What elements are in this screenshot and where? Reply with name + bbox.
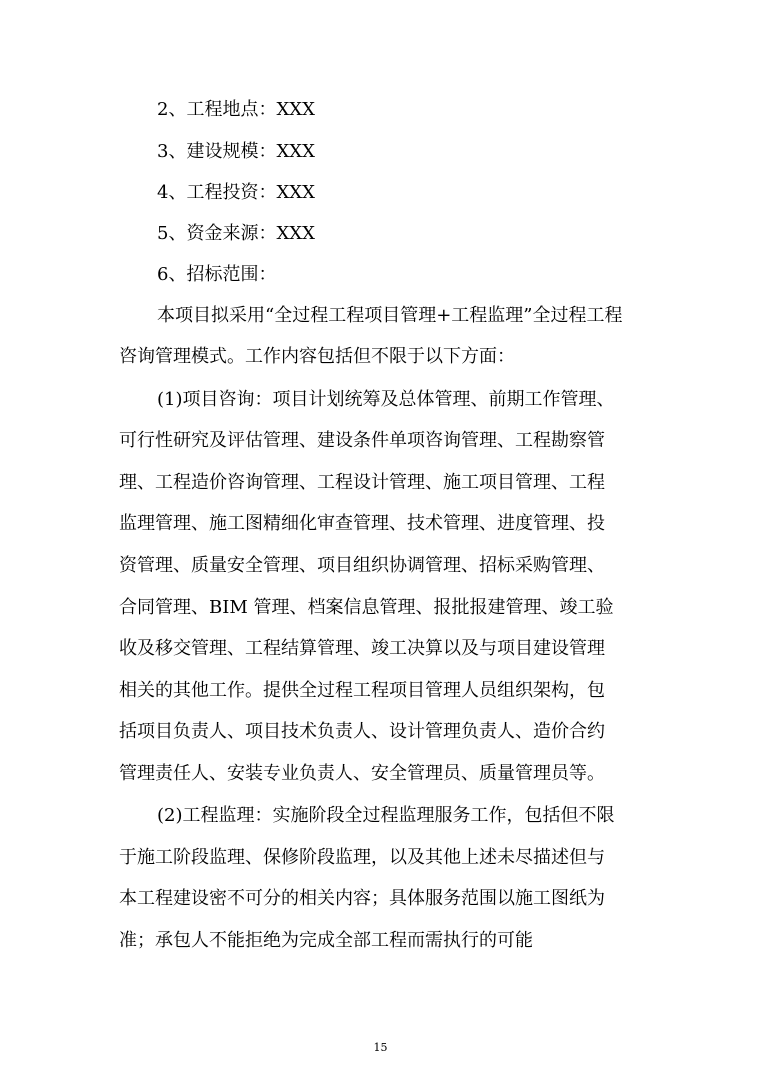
supervision-line: (2)工程监理：实施阶段全过程监理服务工作，包括但不限: [157, 805, 615, 826]
supervision-line: 于施工阶段监理、保修阶段监理，以及其他上述未尽描述但与: [119, 847, 605, 868]
consulting-line: 合同管理、BIM 管理、档案信息管理、报批报建管理、竣工验: [119, 597, 614, 618]
consulting-line: 资管理、质量安全管理、项目组织协调管理、招标采购管理、: [119, 555, 605, 576]
consulting-line: 理、工程造价咨询管理、工程设计管理、施工项目管理、工程: [119, 472, 605, 493]
consulting-line: 括项目负责人、项目技术负责人、设计管理负责人、造价合约: [119, 721, 605, 742]
item-location: 2、工程地点：XXX: [157, 99, 315, 120]
intro-line: 咨询管理模式。工作内容包括但不限于以下方面：: [119, 346, 515, 367]
intro-line: 本项目拟采用“全过程工程项目管理+工程监理”全过程工程: [157, 305, 623, 326]
item-scope: 6、招标范围：: [157, 264, 277, 285]
consulting-line: (1)项目咨询：项目计划统筹及总体管理、前期工作管理、: [157, 389, 615, 410]
item-scale: 3、建设规模：XXX: [157, 141, 315, 162]
consulting-line: 可行性研究及评估管理、建设条件单项咨询管理、工程勘察管: [119, 430, 605, 451]
consulting-line: 相关的其他工作。提供全过程工程项目管理人员组织架构，包: [119, 680, 605, 701]
consulting-line: 收及移交管理、工程结算管理、竣工决算以及与项目建设管理: [119, 638, 605, 659]
consulting-line: 监理管理、施工图精细化审查管理、技术管理、进度管理、投: [119, 513, 605, 534]
item-funding: 5、资金来源：XXX: [157, 223, 315, 244]
supervision-line: 准；承包人不能拒绝为完成全部工程而需执行的可能: [119, 930, 533, 951]
page-number: 15: [373, 1041, 388, 1054]
item-investment: 4、工程投资：XXX: [157, 182, 315, 203]
supervision-line: 本工程建设密不可分的相关内容；具体服务范围以施工图纸为: [119, 888, 605, 909]
consulting-line: 管理责任人、安装专业负责人、安全管理员、质量管理员等。: [119, 763, 605, 784]
